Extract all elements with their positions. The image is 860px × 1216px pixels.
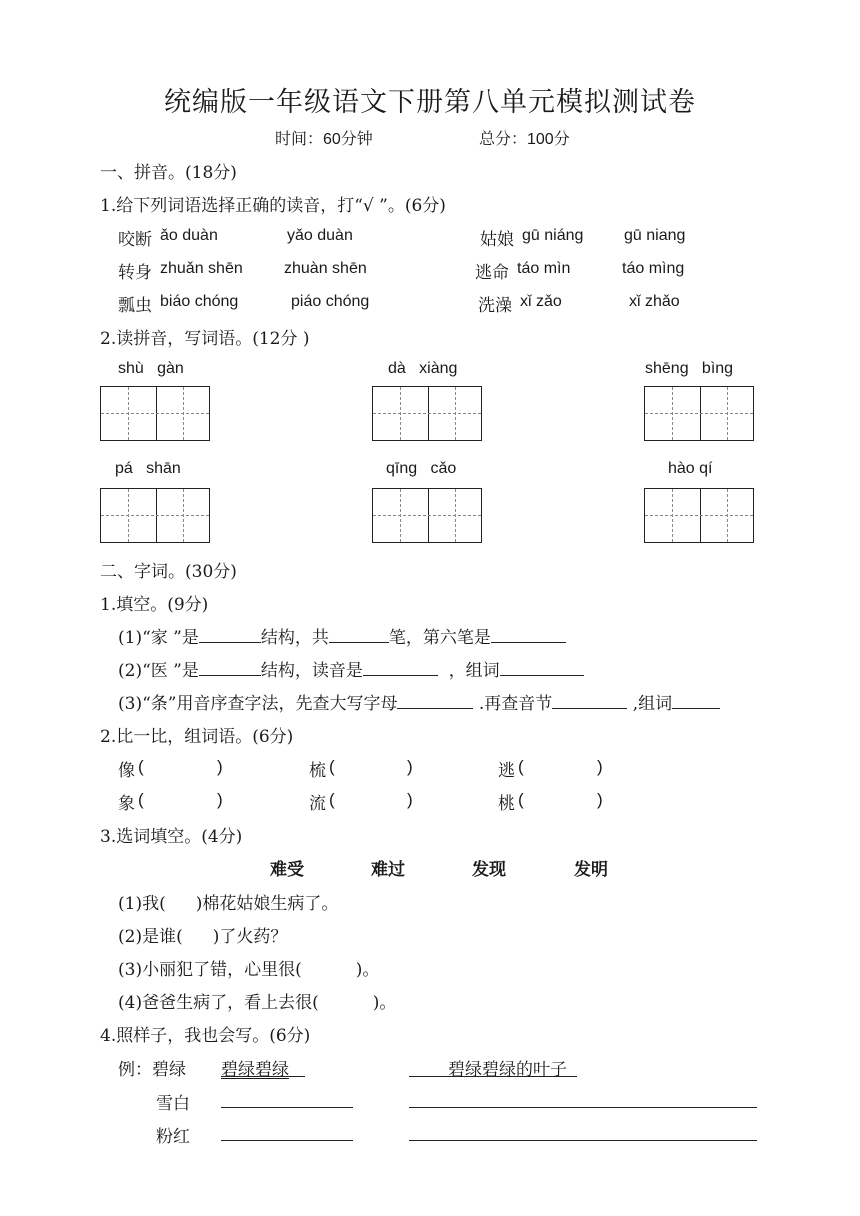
question-1-1-label: 1.给下列词语选择正确的读音，打“√ ”。(6分)	[100, 196, 446, 216]
sentence-text: )了火药？	[212, 927, 288, 947]
fill-text: 结构，共	[260, 628, 329, 648]
sentence-text: (1)我(	[118, 894, 166, 914]
question-2-2-label: 2.比一比，组词语。(6分)	[100, 727, 294, 747]
word-item: 瓢虫	[118, 296, 152, 316]
answer-blank[interactable]	[199, 659, 261, 676]
open-paren: (	[518, 757, 524, 776]
answer-blank[interactable]	[329, 626, 389, 643]
pinyin-option[interactable]: zhuǎn shēn	[160, 260, 243, 277]
fill-text: (1)“家 ”是	[118, 628, 199, 648]
answer-blank[interactable]	[491, 626, 566, 643]
writing-grid[interactable]	[644, 488, 754, 543]
practice-word: 粉红	[156, 1127, 190, 1147]
question-2-3-label: 3.选词填空。(4分)	[100, 827, 243, 847]
word-item: 逃命	[475, 263, 509, 283]
pinyin-option[interactable]: gū niang	[624, 227, 686, 244]
word-item: 转身	[118, 263, 152, 283]
answer-line[interactable]	[221, 1107, 353, 1108]
open-paren: (	[138, 757, 144, 776]
close-paren: )	[407, 790, 413, 809]
answer-blank[interactable]	[672, 692, 720, 709]
example-answer-b: 碧绿碧绿的叶子	[448, 1060, 567, 1080]
word-bank-item: 难过	[371, 860, 405, 880]
example-answer-a: 碧绿碧绿	[221, 1060, 289, 1080]
page-title: 统编版一年级语文下册第八单元模拟测试卷	[164, 87, 696, 118]
answer-blank[interactable]	[552, 692, 627, 709]
pinyin-option[interactable]: yǎo duàn	[287, 227, 353, 244]
fill-text: ,组词	[632, 694, 673, 714]
answer-line[interactable]	[409, 1140, 757, 1141]
fill-text: .再查音节	[478, 694, 553, 714]
word-bank-item: 难受	[270, 860, 304, 880]
writing-grid[interactable]	[100, 488, 210, 543]
sentence-text: )。	[355, 960, 380, 980]
open-paren: (	[518, 790, 524, 809]
sentence-4	[118, 988, 396, 1013]
fill-text: 笔，第六笔是	[388, 628, 491, 648]
open-paren: (	[329, 757, 335, 776]
pinyin-option[interactable]: xǐ zhǎo	[629, 293, 680, 310]
sentence-text: (2)是谁(	[118, 927, 183, 947]
pinyin-prompt: qīng cǎo	[386, 460, 457, 477]
fill-line-1	[118, 623, 566, 648]
compare-char: 象	[118, 794, 135, 814]
compare-char: 桃	[498, 794, 515, 814]
pinyin-prompt: hào qí	[668, 460, 713, 477]
pinyin-prompt: pá shān	[115, 460, 181, 477]
pinyin-option[interactable]: ǎo duàn	[160, 227, 218, 244]
fill-line-2	[118, 656, 584, 681]
answer-blank[interactable]	[199, 626, 261, 643]
time-label: 时间：60分钟	[275, 131, 373, 148]
sentence-text: (4)爸爸生病了，看上去很(	[118, 993, 319, 1013]
writing-grid[interactable]	[372, 386, 482, 441]
answer-blank[interactable]	[500, 659, 584, 676]
pinyin-option[interactable]: biáo chóng	[160, 293, 239, 310]
sentence-2	[118, 922, 287, 947]
close-paren: )	[597, 790, 603, 809]
fill-line-3	[118, 689, 720, 714]
compare-char: 梳	[309, 761, 326, 781]
sentence-1	[118, 889, 338, 914]
answer-line[interactable]	[221, 1140, 353, 1141]
compare-char: 逃	[498, 761, 515, 781]
word-item: 咬断	[118, 230, 152, 250]
question-1-2-label: 2.读拼音，写词语。(12分 )	[100, 329, 310, 349]
pinyin-option[interactable]: piáo chóng	[291, 293, 370, 310]
practice-word: 雪白	[156, 1094, 190, 1114]
sentence-text: )棉花姑娘生病了。	[195, 894, 339, 914]
close-paren: )	[217, 790, 223, 809]
fill-text: (3)“条”用音序查字法，先查大写字母	[118, 694, 398, 714]
example-underline	[221, 1076, 305, 1077]
writing-grid[interactable]	[372, 488, 482, 543]
close-paren: )	[217, 757, 223, 776]
pinyin-prompt: shēng bìng	[645, 360, 734, 377]
open-paren: (	[329, 790, 335, 809]
example-label: 例：碧绿	[118, 1060, 186, 1080]
compare-char: 流	[309, 794, 326, 814]
pinyin-option[interactable]: táo mìn	[517, 260, 571, 277]
answer-blank[interactable]	[363, 659, 438, 676]
pinyin-prompt: dà xiàng	[388, 360, 458, 377]
word-item: 姑娘	[480, 230, 514, 250]
pinyin-prompt: shù gàn	[118, 360, 184, 377]
pinyin-option[interactable]: gū niáng	[522, 227, 584, 244]
writing-grid[interactable]	[100, 386, 210, 441]
question-2-4-label: 4.照样子，我也会写。(6分)	[100, 1026, 311, 1046]
open-paren: (	[138, 790, 144, 809]
pinyin-option[interactable]: xǐ zǎo	[520, 293, 562, 310]
section-1-heading: 一、拼音。(18分)	[100, 163, 237, 183]
sentence-text: )。	[372, 993, 397, 1013]
fill-text: ，组词	[448, 661, 500, 681]
word-bank-item: 发现	[472, 860, 506, 880]
total-score-label: 总分：100分	[479, 131, 570, 148]
compare-char: 像	[118, 761, 135, 781]
fill-text: (2)“医 ”是	[118, 661, 199, 681]
sentence-3	[118, 955, 379, 980]
writing-grid[interactable]	[644, 386, 754, 441]
pinyin-option[interactable]: táo mìng	[622, 260, 685, 277]
close-paren: )	[597, 757, 603, 776]
close-paren: )	[407, 757, 413, 776]
question-2-1-label: 1.填空。(9分)	[100, 595, 209, 615]
section-2-heading: 二、字词。(30分)	[100, 562, 237, 582]
fill-text: 结构，读音是	[260, 661, 363, 681]
sentence-text: (3)小丽犯了错，心里很(	[118, 960, 302, 980]
answer-line[interactable]	[409, 1107, 757, 1108]
word-bank-item: 发明	[574, 860, 608, 880]
pinyin-option[interactable]: zhuàn shēn	[284, 260, 367, 277]
answer-blank[interactable]	[397, 692, 473, 709]
word-item: 洗澡	[478, 296, 512, 316]
